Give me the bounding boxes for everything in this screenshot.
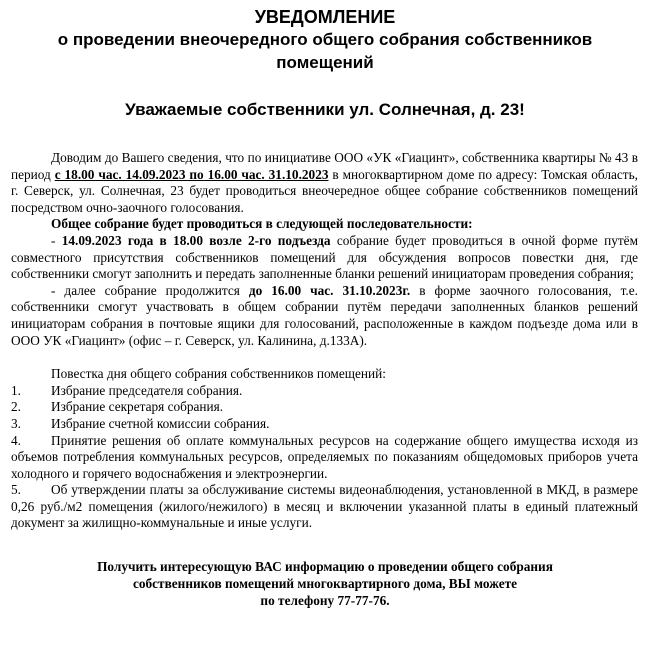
- agenda-item-text: Принятие решения об оплате коммунальных ресурсов на содержание общего имущества исходя из объемов потребления коммунальных ресурсов, определяемых по показаниям общедомовых приборов учета холодного и горячего водоснабжения и электроэнергии.: [11, 432, 638, 481]
- agenda-heading: Повестка дня общего собрания собственников помещений:: [51, 366, 386, 382]
- stage-2-lead: - далее собрание продолжится: [51, 282, 249, 298]
- agenda-item: [11, 482, 638, 532]
- greeting: Уважаемые собственники ул. Солнечная, д. 23!: [125, 100, 525, 119]
- agenda-item-text: Избрание счетной комиссии собрания.: [51, 415, 270, 431]
- agenda-item: [11, 433, 638, 483]
- agenda-item-text: Избрание секретаря собрания.: [51, 399, 224, 415]
- footer-line-2: собственников помещений многоквартирного дома, ВЫ можете: [132, 576, 518, 592]
- agenda-item: [11, 399, 638, 416]
- intro-paragraph: [11, 150, 638, 216]
- stage-1-datetime: 14.09.2023 года в 18.00 возле 2-го подъезда: [61, 232, 331, 248]
- stage-2-text: в форме заочного голосования, т.е. собственники смогут участвовать в общем собрании путём передачи заполненных бланков решений инициаторам собрания в почтовые ящики для голосований, расположенные в каждом подъезде дома или в ООО УК «Гиацинт» (офис – г. Северск, ул. Калинина, д.133А).: [11, 282, 638, 348]
- meeting-period: с 18.00 час. 14.09.2023 по 16.00 час. 31.10.2023: [54, 166, 329, 182]
- agenda-item-number: 5.: [11, 482, 21, 498]
- stage-2-paragraph: [11, 283, 638, 349]
- stage-1-paragraph: [11, 233, 638, 283]
- footer-line-1: Получить интересующую ВАС информацию о проведении общего собрания: [97, 559, 553, 575]
- notice-subtitle-line2: помещений: [276, 53, 374, 72]
- stage-1-text: собрание будет проводиться в очной форме путём совместного присутствия собственников помещений для обсуждения вопросов повестки дня, где собственники смогут заполнить и передать заполненные бланки решений инициаторам проведения собрания;: [11, 232, 638, 282]
- notice-subtitle-line1: о проведении внеочередного общего собрания собственников: [57, 30, 593, 49]
- agenda-item-number: 1.: [11, 382, 21, 398]
- contact-phone: по телефону 77-77-76.: [260, 593, 390, 609]
- stage-1-lead: -: [51, 232, 62, 248]
- notice-body: [11, 150, 638, 532]
- order-heading: Общее собрание будет проводиться в следующей последовательности:: [51, 216, 473, 232]
- agenda-item: [11, 383, 638, 400]
- agenda-item-number: 2.: [11, 399, 21, 415]
- intro-text-1: Доводим до Вашего сведения, что по инициативе ООО «УК «Гиацинт», собственника квартиры № 43 в период: [11, 150, 638, 182]
- agenda-item-number: 4.: [11, 432, 21, 448]
- agenda-list: [11, 383, 638, 532]
- agenda-item-text: Об утверждении платы за обслуживание системы видеонаблюдения, установленной в МКД, в размере 0,26 руб./м2 помещения (жилого/нежилого) в месяц и включении указанной платы в единый платежный документ за жилищно-коммунальные и иные услуги.: [11, 482, 638, 531]
- notice-title: УВЕДОМЛЕНИЕ: [254, 7, 396, 27]
- agenda-item-number: 3.: [11, 415, 21, 431]
- agenda-item-text: Избрание председателя собрания.: [51, 382, 243, 398]
- agenda-item: [11, 416, 638, 433]
- intro-text-2: в многоквартирном доме по адресу: Томская область, г. Северск, ул. Солнечная, 23 будет проводиться внеочередное общее собрание собственников помещений посредством очно-заочного голосования.: [11, 166, 638, 215]
- contact-footer: [0, 558, 650, 609]
- stage-2-deadline: до 16.00 час. 31.10.2023г.: [248, 282, 411, 298]
